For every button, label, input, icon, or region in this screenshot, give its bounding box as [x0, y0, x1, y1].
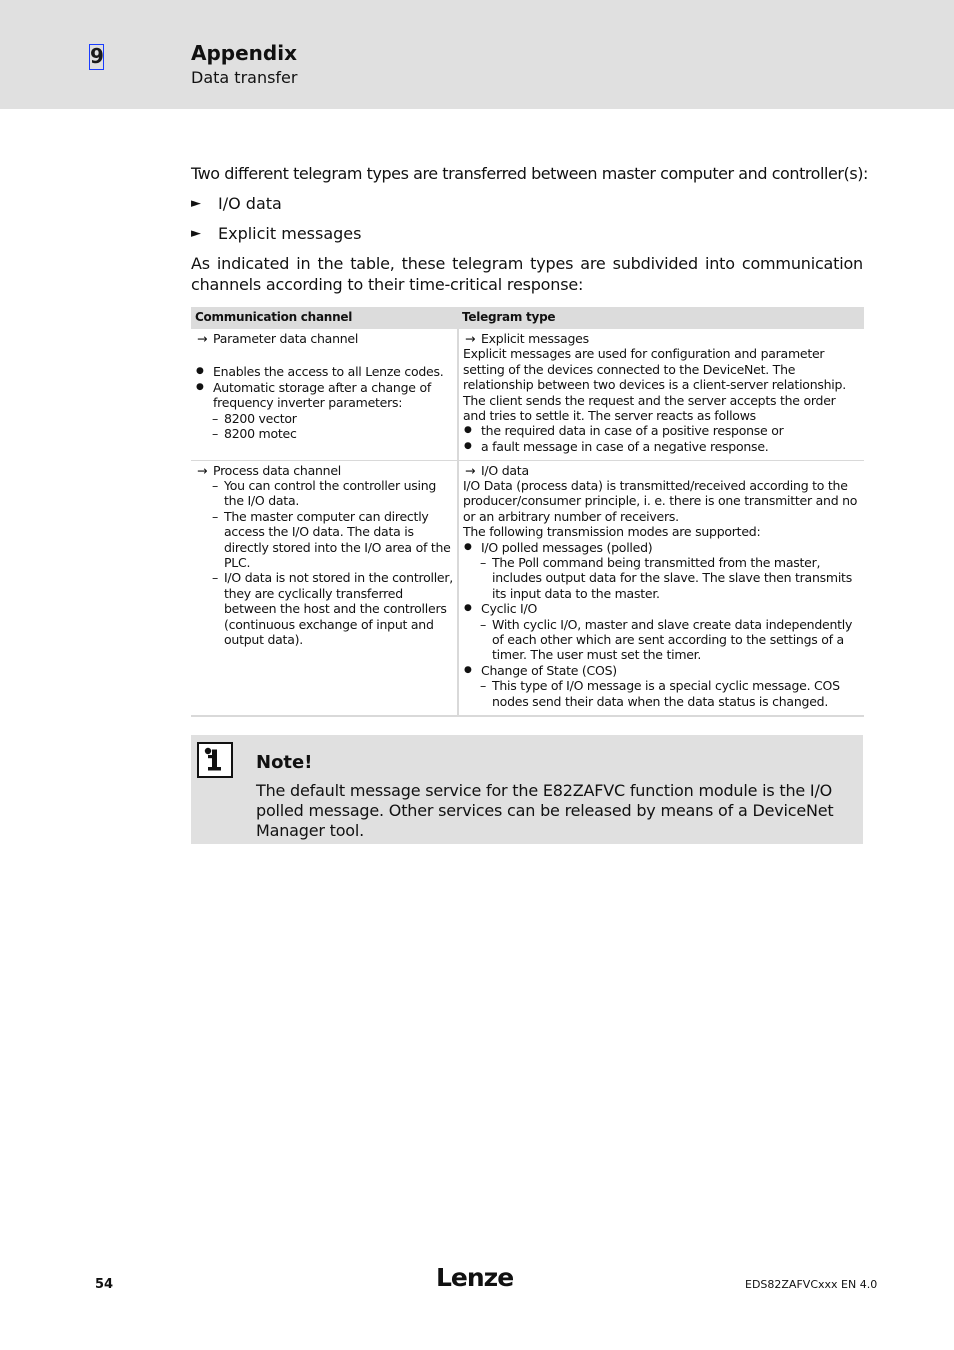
list-item: ● Enables the access to all Lenze codes. — [196, 364, 444, 380]
intro-paragraph: As indicated in the table, these telegram types are subdivided into communication channels according to their time-critical response: — [191, 254, 863, 294]
arrow-icon: → — [465, 331, 476, 346]
column-header: Communication channel — [191, 307, 458, 329]
arrow-icon: → — [465, 462, 476, 478]
list-item: ● a fault message in case of a negative response. — [464, 438, 769, 454]
section-title: Data transfer — [191, 68, 298, 87]
sub-list-item: – This type of I/O message is a special cyclic message. COS nodes send their data when the data status is changed. — [480, 678, 840, 709]
table-cell-type — [458, 329, 864, 460]
intro-bullet — [191, 193, 863, 214]
type-name: I/O data — [481, 462, 529, 478]
note-box — [191, 735, 863, 844]
column-header: Telegram type — [458, 307, 864, 329]
sub-list-item: – The Poll command being transmitted from the master, includes output data for the slave. The slave then transmits its input data to the master. — [480, 554, 852, 601]
dot-bullet-icon: ● — [464, 664, 472, 675]
info-icon — [197, 742, 233, 778]
type-name: Explicit messages — [481, 331, 589, 346]
sub-list-item: – The master computer can directly access the I/O data. The data is directly stored into the I/O area of the PLC. — [212, 508, 451, 570]
page-number: 54 — [95, 1277, 114, 1292]
type-description: Explicit messages are used for configuration and parameter setting of the devices connected to the DeviceNet. The relationship between two devices is a client-server relationship. The client sends the request and the server accepts the order and tries to settle it. The server reacts as follows — [463, 346, 846, 424]
triangle-bullet-icon: ► — [191, 226, 201, 241]
list-item: ● Change of State (COS) — [464, 662, 617, 678]
table-cell-channel — [191, 329, 458, 460]
list-item: ● Cyclic I/O — [464, 601, 538, 617]
sub-list-item: – You can control the controller using the I/O data. — [212, 477, 437, 509]
triangle-bullet-icon: ► — [191, 196, 201, 211]
channel-table — [191, 307, 864, 717]
lenze-logo: Lenze — [436, 1263, 514, 1292]
note-text: The default message service for the E82ZAFVC function module is the I/O polled message. Other services can be released by means of a DeviceNet Manager tool. — [256, 781, 834, 840]
dot-bullet-icon: ● — [464, 440, 472, 451]
list-item: ● Automatic storage after a change of frequency inverter parameters: — [196, 379, 431, 411]
intro-section — [191, 163, 868, 295]
table-row — [191, 329, 864, 460]
chapter-number[interactable]: 9 — [90, 44, 104, 68]
table-cell-type — [458, 460, 864, 716]
intro-bullet — [191, 223, 863, 244]
type-description: I/O Data (process data) is transmitted/received according to the producer/consumer principle, i. e. there is one transmitter and no or an arbitrary number of receivers. — [463, 477, 858, 524]
intro-bullet-text: I/O data — [218, 194, 282, 213]
sub-list-item: – I/O data is not stored in the controller, they are cyclically transferred between the host and the controllers (continuous exchange of input and output data). — [212, 570, 453, 647]
dot-bullet-icon: ● — [464, 603, 472, 614]
type-description: The following transmission modes are supported: — [463, 524, 761, 540]
sub-list-item: – 8200 vector — [212, 410, 297, 426]
list-item: ● the required data in case of a positive response or — [464, 423, 784, 439]
sub-list-item: – 8200 motec — [212, 426, 297, 442]
dot-bullet-icon: ● — [464, 425, 472, 436]
intro-bullet-text: Explicit messages — [218, 224, 362, 243]
channel-name: Process data channel — [213, 462, 341, 478]
table-row — [191, 460, 864, 716]
list-item: ● I/O polled messages (polled) — [464, 539, 653, 555]
table-cell-channel — [191, 460, 458, 716]
dot-bullet-icon: ● — [464, 541, 472, 552]
document-id: EDS82ZAFVCxxx EN 4.0 — [745, 1278, 878, 1291]
page-header — [0, 0, 954, 109]
sub-list-item: – With cyclic I/O, master and slave create data independently of each other which are sent according to the settings of a timer. The user must set the timer. — [480, 616, 853, 663]
channel-name: Parameter data channel — [213, 331, 359, 346]
table-header-row — [191, 307, 864, 329]
arrow-icon: → — [197, 462, 208, 478]
arrow-icon: → — [197, 331, 208, 346]
chapter-title: Appendix — [191, 41, 297, 65]
dot-bullet-icon: ● — [196, 381, 204, 392]
note-title: Note! — [256, 752, 313, 773]
dot-bullet-icon: ● — [196, 366, 204, 377]
intro-sentence: Two different telegram types are transferred between master computer and controller(s): — [191, 164, 868, 183]
